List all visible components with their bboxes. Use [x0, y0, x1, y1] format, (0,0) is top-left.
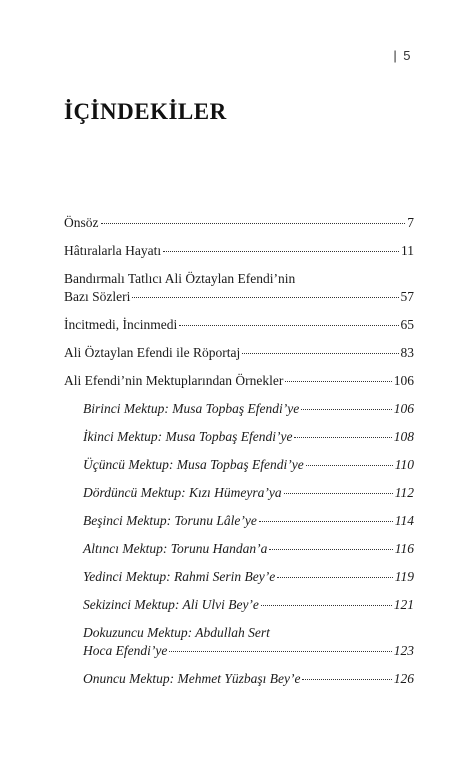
dot-leader: [306, 465, 393, 466]
toc-subentry-page: 126: [393, 671, 414, 686]
toc-entry-page: 57: [400, 289, 414, 304]
toc-subentry[interactable]: [83, 596, 414, 614]
toc-subentry-page: 123: [393, 643, 414, 658]
toc-subentry[interactable]: [83, 568, 414, 586]
dot-leader: [277, 577, 393, 578]
page-number: 5: [403, 48, 411, 63]
toc-subentry-title: Dördüncü Mektup: Kızı Hümeyra’ya: [83, 485, 282, 500]
toc-subentry-page: 106: [393, 401, 414, 416]
toc-entry-page: 65: [400, 317, 414, 332]
toc-subentry[interactable]: [83, 670, 414, 688]
toc-subentry[interactable]: [83, 456, 414, 474]
toc-subentry-title: Beşinci Mektup: Torunu Lâle’ye: [83, 513, 257, 528]
dot-leader: [301, 409, 392, 410]
toc-subentry-title: Üçüncü Mektup: Musa Topbaş Efendi’ye: [83, 457, 304, 472]
toc-subentry[interactable]: [83, 512, 414, 530]
toc-subentry-page: 114: [394, 513, 414, 528]
dot-leader: [294, 437, 391, 438]
toc-subentry-title: Yedinci Mektup: Rahmi Serin Bey’e: [83, 569, 276, 584]
toc-subentry-title: Altıncı Mektup: Torunu Handan’a: [83, 541, 268, 556]
header-separator: |: [393, 48, 398, 63]
toc-entry-title: Hâtıralarla Hayatı: [64, 243, 162, 258]
dot-leader: [132, 297, 398, 298]
toc-entry[interactable]: [64, 316, 414, 334]
toc-subentry[interactable]: [83, 484, 414, 502]
toc-entry-page: 11: [401, 243, 414, 258]
toc-entry-title-line1: Bandırmalı Tatlıcı Ali Öztaylan Efendi’nin: [64, 271, 296, 286]
dot-leader: [242, 353, 398, 354]
toc-subentry-title: Hoca Efendi’ye: [83, 643, 168, 658]
toc-entry[interactable]: [64, 270, 414, 306]
toc-subentry-title: Onuncu Mektup: Mehmet Yüzbaşı Bey’e: [83, 671, 301, 686]
toc-entry-title: Ali Öztaylan Efendi ile Röportaj: [64, 345, 241, 360]
dot-leader: [169, 651, 391, 652]
toc-subentry-page: 121: [393, 597, 414, 612]
toc-subentry-title-line1: Dokuzuncu Mektup: Abdullah Sert: [83, 625, 270, 640]
toc-entry-title: Bazı Sözleri: [64, 289, 131, 304]
toc-entry[interactable]: [64, 242, 414, 260]
dot-leader: [284, 493, 393, 494]
toc-entry[interactable]: [64, 372, 414, 390]
toc-subentry[interactable]: [83, 400, 414, 418]
toc-subentry-title: Sekizinci Mektup: Ali Ulvi Bey’e: [83, 597, 259, 612]
dot-leader: [259, 521, 393, 522]
toc-entry-title: Önsöz: [64, 215, 99, 230]
toc-entry-title: Ali Efendi’nin Mektuplarından Örnekler: [64, 373, 284, 388]
dot-leader: [101, 223, 406, 224]
toc-heading: İÇİNDEKİLER: [64, 99, 227, 124]
toc-subentry[interactable]: [83, 428, 414, 446]
toc-entry-page: 7: [407, 215, 414, 230]
page-header: [393, 48, 411, 63]
toc-subentry-title: Birinci Mektup: Musa Topbaş Efendi’ye: [83, 401, 300, 416]
dot-leader: [179, 325, 398, 326]
toc-subentry-page: 116: [394, 541, 414, 556]
toc-subentry-page: 112: [394, 485, 414, 500]
dot-leader: [261, 605, 392, 606]
toc-subentry-page: 108: [393, 429, 414, 444]
dot-leader: [269, 549, 392, 550]
toc-subentry[interactable]: [83, 624, 414, 660]
table-of-contents: [64, 214, 414, 698]
toc-subentries: [64, 400, 414, 688]
toc-entry-title: İncitmedi, İncinmedi: [64, 317, 178, 332]
toc-entry[interactable]: [64, 214, 414, 232]
toc-entry[interactable]: [64, 344, 414, 362]
toc-entry-page: 83: [400, 345, 414, 360]
dot-leader: [285, 381, 391, 382]
toc-subentry-page: 110: [394, 457, 414, 472]
dot-leader: [302, 679, 391, 680]
toc-entry-page: 106: [393, 373, 414, 388]
toc-subentry-title: İkinci Mektup: Musa Topbaş Efendi’ye: [83, 429, 293, 444]
toc-subentry[interactable]: [83, 540, 414, 558]
dot-leader: [163, 251, 399, 252]
toc-subentry-page: 119: [394, 569, 414, 584]
